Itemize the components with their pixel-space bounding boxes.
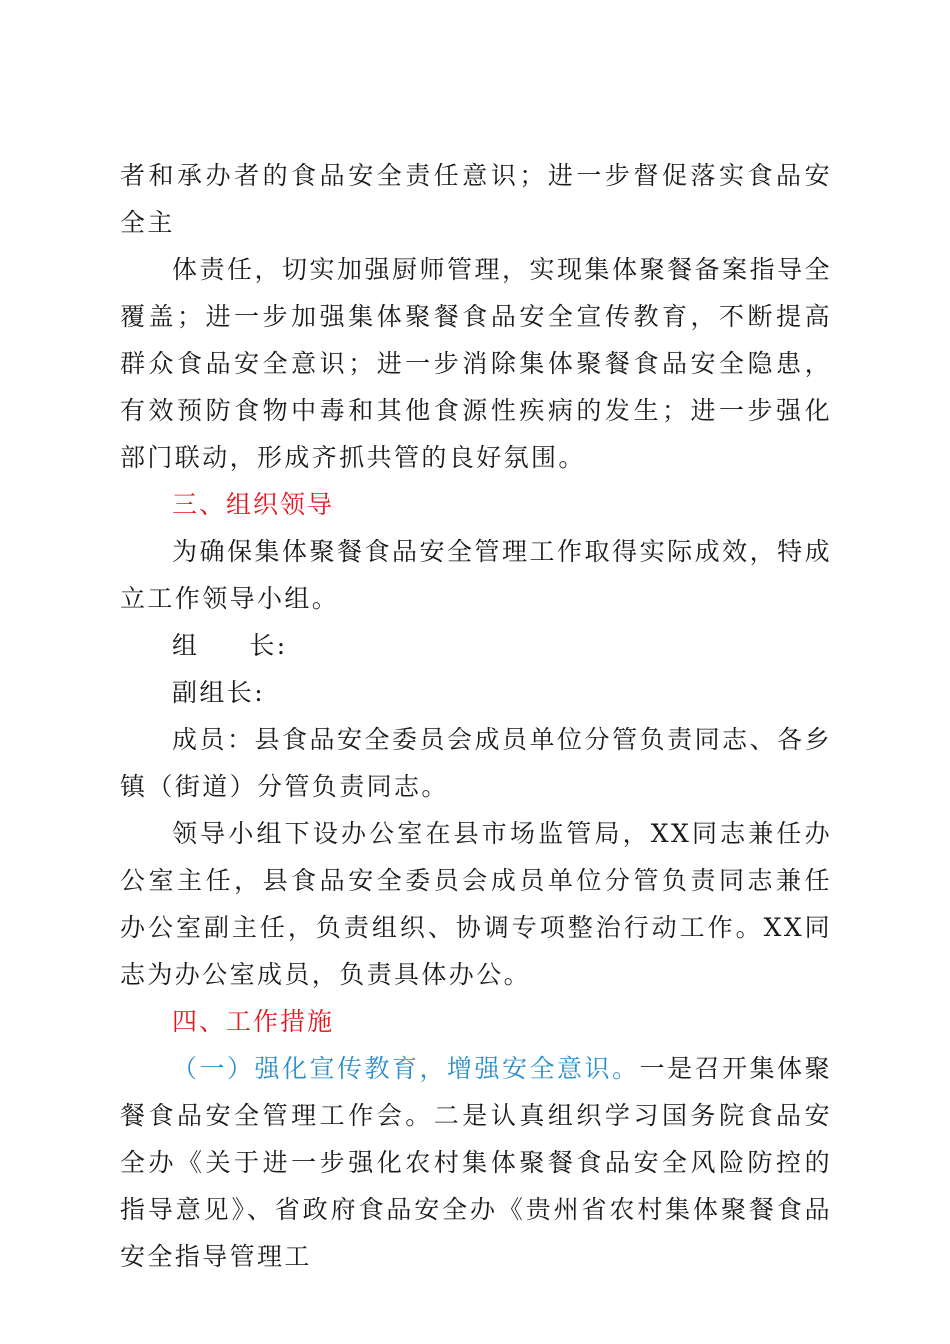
leader-line <box>120 622 832 669</box>
measure-one-heading: （一）强化宣传教育，增强安全意识。 <box>172 1054 640 1083</box>
measure-one-text: 一是召开集体聚餐食品安全管理工作会。二是认真组织学习国务院食品安全办《关于进一步强化农村集体聚餐食品安全风险防控的指导意见》、省政府食品安全办《贵州省农村集体聚餐食品安全指导管理工 <box>120 1054 832 1271</box>
section-heading-measures: 四、工作措施 <box>172 1007 335 1036</box>
paragraph-leading-group: 为确保集体聚餐食品安全管理工作取得实际成效，特成立工作领导小组。 <box>120 537 832 613</box>
deputy-leader-line: 副组长: <box>172 678 266 707</box>
leader-label-a: 组 <box>172 631 200 660</box>
paragraph-continuation-first-line: 者和承办者的食品安全责任意识；进一步督促落实食品安全主 <box>120 161 832 237</box>
paragraph-measure-one <box>120 1045 832 1280</box>
paragraph-office: 领导小组下设办公室在县市场监管局，XX同志兼任办公室主任，县食品安全委员会成员单位分管负责同志兼任办公室副主任，负责组织、协调专项整治行动工作。XX同志为办公室成员，负责具体办公。 <box>120 819 832 989</box>
section-heading-organization: 三、组织领导 <box>172 490 335 519</box>
paragraph-continuation: 体责任，切实加强厨师管理，实现集体聚餐备案指导全覆盖；进一步加强集体聚餐食品安全宣传教育，不断提高群众食品安全意识；进一步消除集体聚餐食品安全隐患，有效预防食物中毒和其他食源性疾病的发生；进一步强化部门联动，形成齐抓共管的良好氛围。 <box>120 255 832 472</box>
paragraph-members: 成员：县食品安全委员会成员单位分管负责同志、各乡镇（街道）分管负责同志。 <box>120 725 832 801</box>
leader-label-b: 长: <box>249 631 288 660</box>
document-page <box>120 152 832 1280</box>
